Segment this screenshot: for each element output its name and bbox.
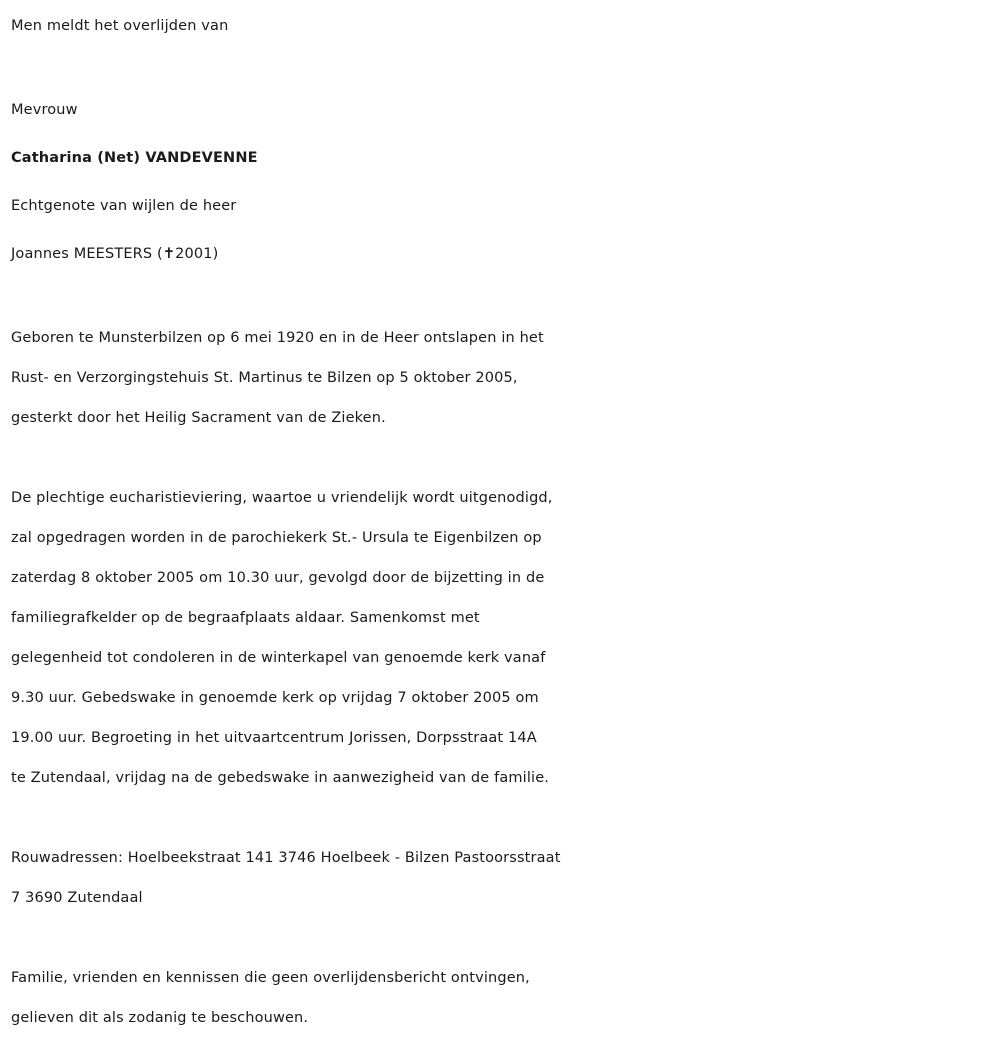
relation-line-2: Joannes MEESTERS (✝2001)	[11, 246, 219, 262]
relation-line-1: Echtgenote van wijlen de heer	[11, 198, 237, 214]
paragraph-line: Rouwadressen: Hoelbeekstraat 141 3746 Hoelbeek - Bilzen Pastoorsstraat	[11, 850, 561, 866]
birth-death-paragraph	[11, 318, 996, 438]
deceased-name: Catharina (Net) VANDEVENNE	[11, 150, 258, 166]
paragraph-line: Rust- en Verzorgingstehuis St. Martinus te Bilzen op 5 oktober 2005,	[11, 370, 518, 386]
intro-text: Men meldt het overlijden van	[11, 18, 229, 34]
paragraph-line: De plechtige eucharistieviering, waartoe u vriendelijk wordt uitgenodigd,	[11, 490, 553, 506]
honorific: Mevrouw	[11, 102, 78, 118]
ceremony-paragraph	[11, 478, 996, 798]
spacer	[11, 918, 996, 958]
paragraph-line: familiegrafkelder op de begraafplaats aldaar. Samenkomst met	[11, 610, 480, 626]
addresses-paragraph	[11, 838, 996, 918]
paragraph-line: gesterkt door het Heilig Sacrament van de Zieken.	[11, 410, 386, 426]
paragraph-line: 19.00 uur. Begroeting in het uitvaartcentrum Jorissen, Dorpsstraat 14A	[11, 730, 537, 746]
paragraph-line: Familie, vrienden en kennissen die geen overlijdensbericht ontvingen,	[11, 970, 530, 986]
paragraph-line: 7 3690 Zutendaal	[11, 890, 143, 906]
obituary-notice	[11, 6, 996, 1038]
paragraph-line: gelegenheid tot condoleren in de winterkapel van genoemde kerk vanaf	[11, 650, 546, 666]
paragraph-line: 9.30 uur. Gebedswake in genoemde kerk op vrijdag 7 oktober 2005 om	[11, 690, 539, 706]
spacer	[11, 278, 996, 318]
deceased-block	[11, 86, 996, 278]
paragraph-line: zaterdag 8 oktober 2005 om 10.30 uur, gevolgd door de bijzetting in de	[11, 570, 545, 586]
paragraph-line: te Zutendaal, vrijdag na de gebedswake in aanwezigheid van de familie.	[11, 770, 550, 786]
paragraph-line: Geboren te Munsterbilzen op 6 mei 1920 en in de Heer ontslapen in het	[11, 330, 544, 346]
paragraph-line: zal opgedragen worden in de parochiekerk St.- Ursula te Eigenbilzen op	[11, 530, 542, 546]
paragraph-line: gelieven dit als zodanig te beschouwen.	[11, 1010, 309, 1026]
spacer	[11, 438, 996, 478]
spacer	[11, 798, 996, 838]
spacer	[11, 46, 996, 86]
closing-paragraph	[11, 958, 996, 1038]
